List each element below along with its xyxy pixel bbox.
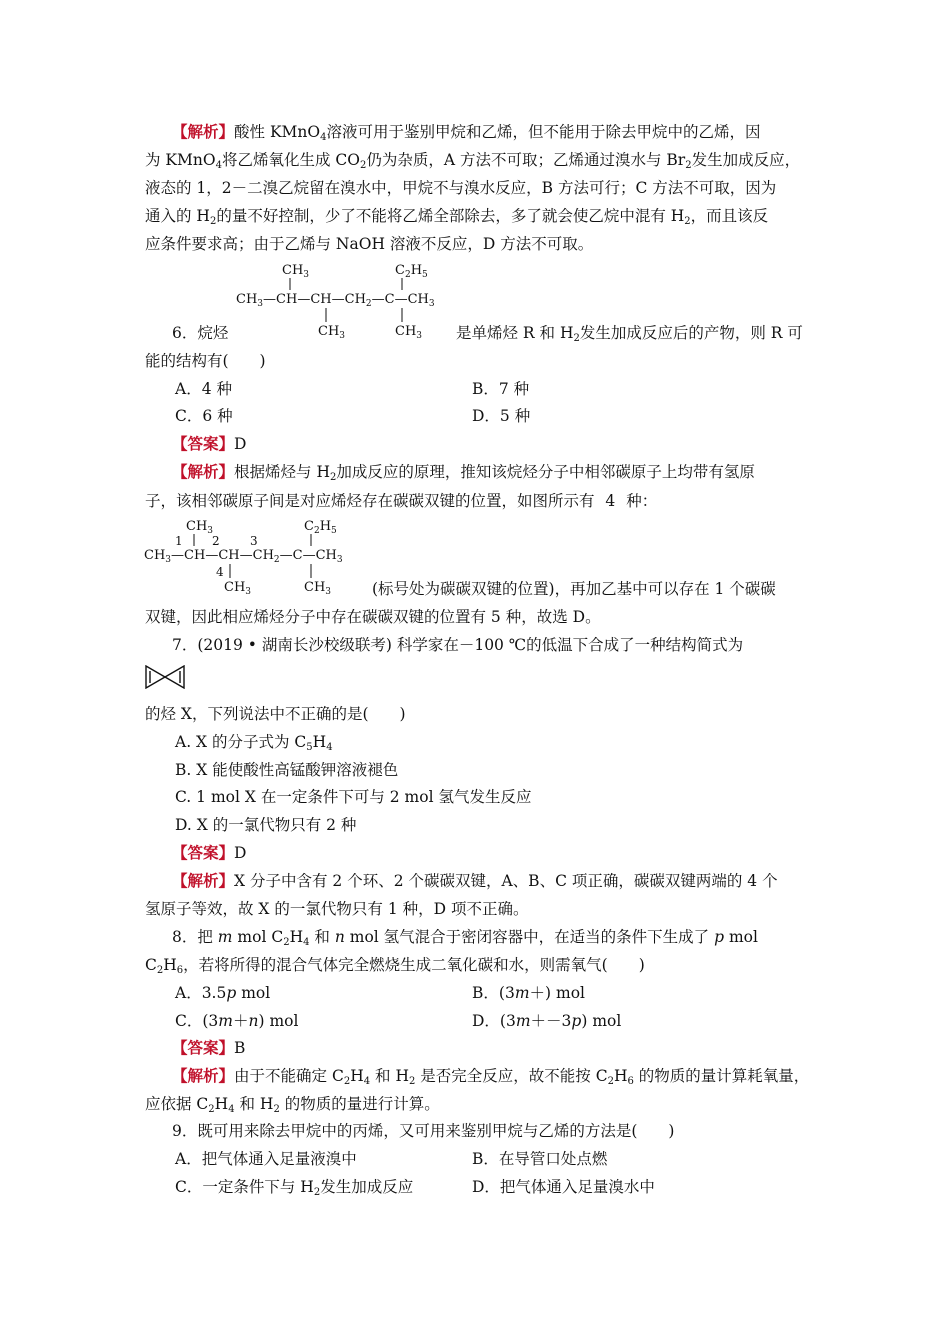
svg-text:CH3: $CH_3$ — [304, 580, 332, 596]
q6-analysis-line-4: 双键，因此相应烯烃分子中存在碳碳双键的位置有 5 种，故选 D。 — [145, 608, 601, 626]
svg-text:CH3—CH—CH—CH2—C—CH3: $CH_3—CH—CH—CH_2—C—CH_3$ — [236, 292, 435, 309]
q8-option-d: D．(3m＋－3p) mol — [472, 1012, 622, 1030]
q5-analysis-line-1: 【解析】酸性 KMnO$_4$溶液可用于鉴别甲烷和乙烯，但不能用于除去甲烷中的乙烯，因 — [172, 122, 761, 143]
q5-analysis-line-5: 应条件要求高；由于乙烯与 NaOH 溶液不反应，D 方法不可取。 — [145, 235, 594, 253]
q9-stem: 9．既可用来除去甲烷中的丙烯，又可用来鉴别甲烷与乙烯的方法是( ) — [172, 1122, 675, 1140]
svg-text:CH3: $CH_3$ — [318, 324, 346, 340]
q7-analysis-line-2: 氢原子等效，故 X 的一氯代物只有 1 种，D 项不正确。 — [145, 900, 529, 918]
svg-text:4: 4 — [216, 565, 224, 579]
svg-text:CH3: $CH_3$ — [395, 324, 423, 340]
svg-text:C2H5: $C_2H_5$ — [395, 263, 428, 280]
q7-analysis-line-1: 【解析】X 分子中含有 2 个环、2 个碳碳双键，A、B、C 项正确，碳碳双键两端的 4 个 — [172, 871, 778, 890]
svg-text:C2H5: $C_2H_5$ — [304, 519, 337, 536]
q6-stem-line-2: 能的结构有( ) — [145, 352, 266, 370]
q8-answer: 【答案】B — [172, 1038, 246, 1057]
alkene-double-bond-positions-formula — [140, 514, 370, 596]
q7-stem-line-2: 的烃 X，下列说法中不正确的是( ) — [145, 705, 406, 723]
q8-option-c: C．(3m＋n) mol — [175, 1012, 299, 1030]
q7-option-c: C. 1 mol X 在一定条件下可与 2 mol 氢气发生反应 — [175, 788, 532, 806]
svg-text:2: 2 — [212, 534, 220, 548]
q8-option-a: A．3.5p mol — [175, 984, 271, 1002]
q6-stem-line-1: 6．烷烃 — [172, 324, 229, 342]
svg-text:CH3: $CH_3$ — [186, 519, 214, 536]
q8-analysis-line-1: 【解析】由于不能确定 $C_2H_4$ 和 $H_2$ 是否完全反应，故不能按 $C_2H_6$ 的物质的量计算耗氧量， — [172, 1066, 810, 1087]
alkane-structural-formula — [230, 258, 460, 340]
q6-option-b: B．7 种 — [472, 380, 530, 398]
q6-stem-line-1b: 是单烯烃 R 和 $H_2$发生加成反应后的产物，则 R 可 — [456, 324, 803, 344]
q8-stem-line-2: $C_2H_6$，若将所得的混合气体完全燃烧生成二氧化碳和水，则需氧气( ) — [145, 956, 645, 976]
svg-text:CH3—CH—CH—CH2—C—CH3: $CH_3—CH—CH—CH_2—C—CH_3$ — [144, 548, 343, 565]
q7-option-d: D. X 的一氯代物只有 2 种 — [175, 816, 357, 834]
q5-analysis-line-3: 液态的 1，2－二溴乙烷留在溴水中，甲烷不与溴水反应，B 方法可行；C 方法不可取，因为 — [145, 179, 777, 197]
q6-analysis-line-3: (标号处为碳碳双键的位置)，再加乙基中可以存在 1 个碳碳 — [372, 580, 776, 598]
svg-text:1: 1 — [175, 534, 183, 548]
q5-analysis-line-4: 通入的 $H_2$的量不好控制，少了不能将乙烯全部除去，多了就会使乙烷中混有 $H_2$，而且该反 — [145, 207, 769, 227]
q6-option-c: C．6 种 — [175, 407, 233, 425]
svg-text:CH3: $CH_3$ — [282, 263, 310, 280]
q8-stem-line-1: 8．把 m mol $C_2H_4$ 和 n mol 氢气混合于密闭容器中，在适当的条件下生成了 p mol — [172, 928, 758, 948]
q9-option-c: C．一定条件下与 $H_2$发生加成反应 — [175, 1178, 414, 1198]
q6-analysis-line-1: 【解析】根据烯烃与 $H_2$加成反应的原理，推知该烷烃分子中相邻碳原子上均带有氢原 — [172, 462, 755, 483]
q7-stem-line-1: 7．(2019 • 湖南长沙校级联考) 科学家在－100 ℃的低温下合成了一种结构简式为 — [172, 636, 744, 654]
q8-option-b: B．(3m＋) mol — [472, 984, 585, 1002]
svg-text:CH3: $CH_3$ — [224, 580, 252, 596]
q6-answer: 【答案】D — [172, 434, 247, 453]
svg-text:3: 3 — [250, 534, 258, 548]
analysis-tag: 【解析】 — [172, 122, 235, 141]
spiro-hydrocarbon-structure — [145, 665, 185, 689]
q6-analysis-line-2: 子，该相邻碳原子间是对应烯烃存在碳碳双键的位置，如图所示有 4 种： — [145, 492, 658, 510]
q7-option-b: B. X 能使酸性高锰酸钾溶液褪色 — [175, 761, 399, 779]
q9-option-b: B．在导管口处点燃 — [472, 1150, 608, 1168]
q7-answer: 【答案】D — [172, 843, 247, 862]
q9-option-d: D．把气体通入足量溴水中 — [472, 1178, 655, 1196]
q8-analysis-line-2: 应依据 $C_2H_4$ 和 $H_2$ 的物质的量进行计算。 — [145, 1095, 440, 1115]
q5-analysis-line-2: 为 KMnO$_4$将乙烯氧化生成 $CO_2$仍为杂质，A 方法不可取；乙烯通过溴水与 $Br_2$发生加成反应， — [145, 151, 801, 171]
q6-option-d: D．5 种 — [472, 407, 531, 425]
q7-option-a: A. X 的分子式为 $C_5H_4$ — [175, 733, 333, 753]
q6-option-a: A．4 种 — [175, 380, 232, 398]
q9-option-a: A．把气体通入足量液溴中 — [175, 1150, 357, 1168]
